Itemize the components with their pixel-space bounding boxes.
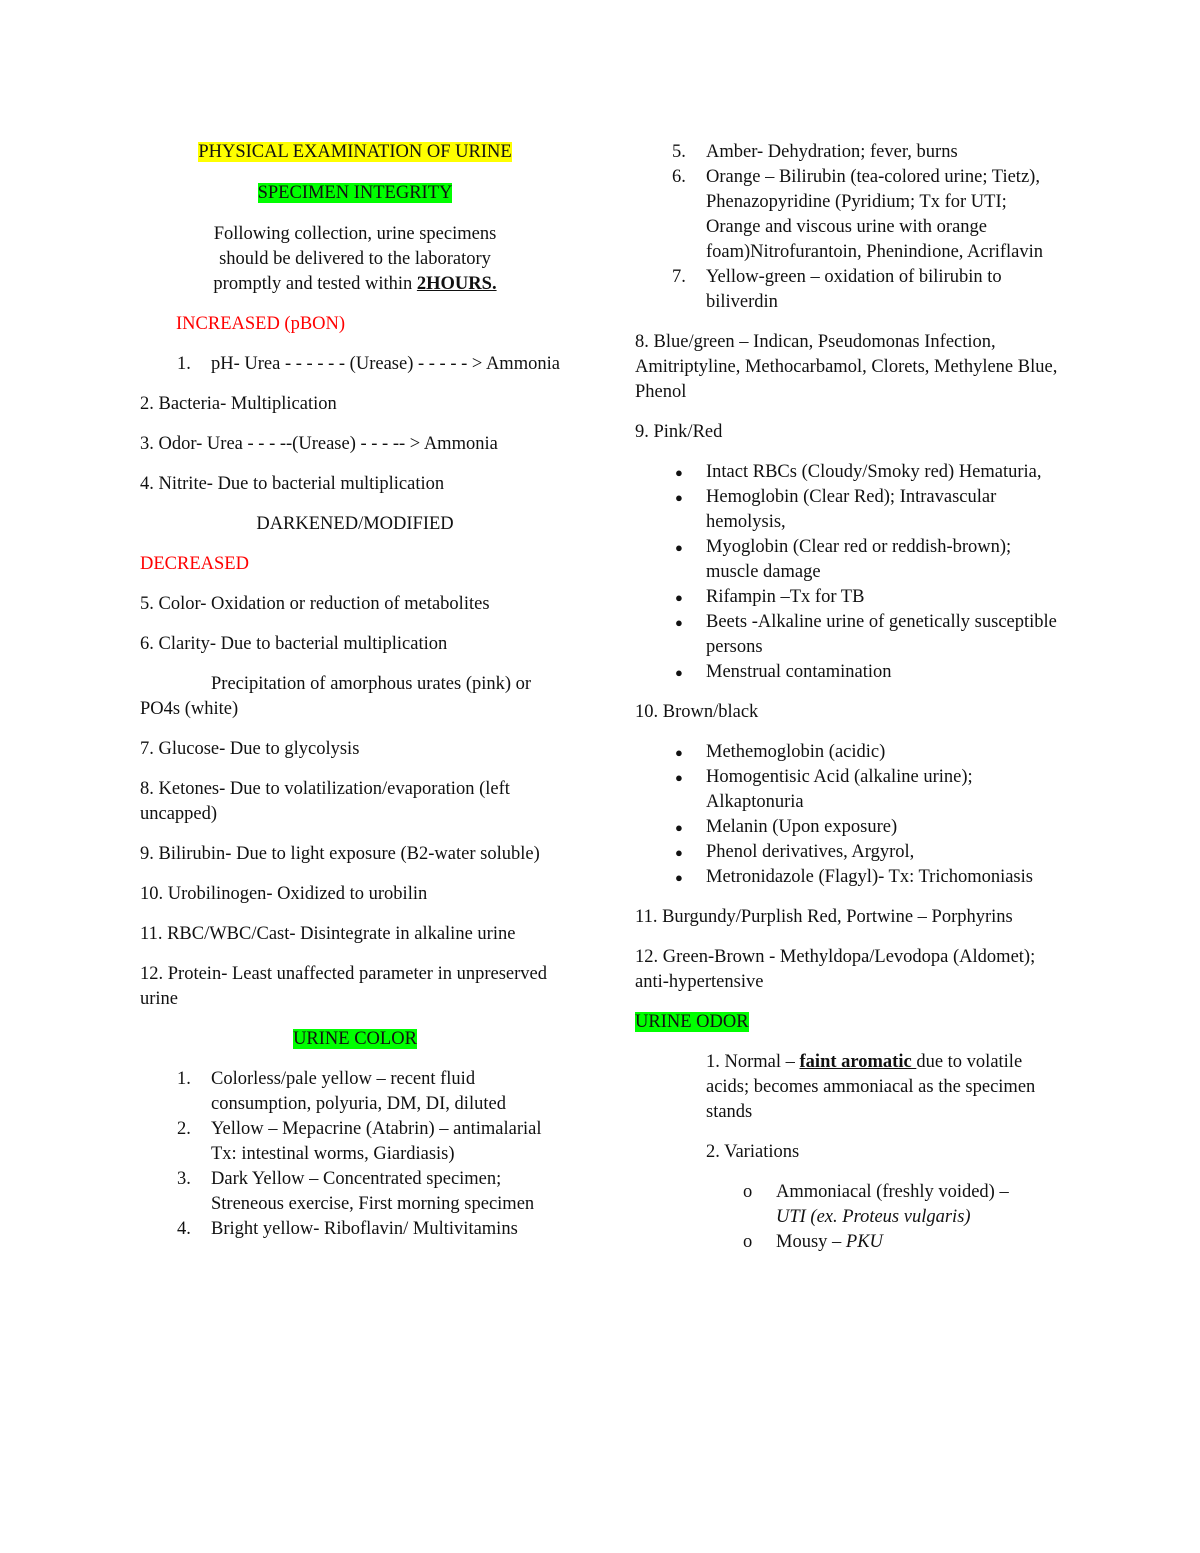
bullet-icon: ● [675,490,683,505]
item-protein: 12. Protein- Least unaffected parameter in unpreserved urine [140,964,547,1009]
item-italic: PKU [845,1232,883,1252]
intro-line-2: should be delivered to the laboratory [219,249,491,269]
item-green-brown: 12. Green-Brown - Methyldopa/Levodopa (Aldomet); anti-hypertensive [635,947,1036,992]
item-text: Dark Yellow – Concentrated specimen; Streneous exercise, First morning specimen [211,1169,535,1214]
item-text: Bright yellow- Riboflavin/ Multivitamins [211,1219,518,1239]
item-odor: 3. Odor- Urea - - - --(Urease) - - - -- > Ammonia [140,434,498,454]
list-marker: 1. [177,354,191,374]
odor-normal-prefix: 1. Normal – [706,1052,800,1072]
item-burgundy: 11. Burgundy/Purplish Red, Portwine – Porphyrins [635,907,1013,927]
item-text: Colorless/pale yellow – recent fluid consumption, polyuria, DM, DI, diluted [211,1069,506,1114]
sub-item [635,1180,1065,1230]
item-text: Myoglobin (Clear red or reddish-brown); muscle damage [706,537,1012,582]
specimen-integrity-heading: SPECIMEN INTEGRITY [257,183,453,203]
document-title: PHYSICAL EXAMINATION OF URINE [198,142,512,162]
bullet-item [635,535,1065,585]
bullet-item [635,740,1065,765]
list-item [140,1217,570,1242]
item-text: Phenol derivatives, Argyrol, [706,842,915,862]
list-marker: 7. [672,267,686,287]
bullet-icon: ● [675,590,683,605]
circle-bullet-icon: o [743,1232,753,1252]
item-urobilinogen: 10. Urobilinogen- Oxidized to urobilin [140,884,428,904]
item-text: Ammoniacal (freshly voided) – [776,1182,1009,1202]
bullet-icon: ● [675,465,683,480]
document-title-line [140,140,570,165]
item-brown-black: 10. Brown/black [635,702,759,722]
item-text: Homogentisic Acid (alkaline urine); Alkaptonuria [706,767,973,812]
bullet-icon: ● [675,870,683,885]
item-text: Methemoglobin (acidic) [706,742,886,762]
list-item [140,352,570,377]
item-blue-green: 8. Blue/green – Indican, Pseudomonas Infection, Amitriptyline, Methocarbamol, Clorets, Methylene Blue, Phenol [635,332,1058,402]
item-rbc-wbc-cast: 11. RBC/WBC/Cast- Disintegrate in alkaline urine [140,924,516,944]
item-text: Melanin (Upon exposure) [706,817,898,837]
item-text: Yellow-green – oxidation of bilirubin to biliverdin [706,267,1002,312]
pink-red-bullets [635,460,1065,685]
item-glucose: 7. Glucose- Due to glycolysis [140,739,360,759]
item-text: Mousy – [776,1232,846,1252]
increased-list [140,352,570,377]
bullet-icon: ● [675,665,683,680]
urine-odor-heading-line [635,1010,1065,1035]
item-pink-red: 9. Pink/Red [635,422,723,442]
intro-line-1: Following collection, urine specimens [213,224,497,244]
bullet-item [635,460,1065,485]
item-bilirubin: 9. Bilirubin- Due to light exposure (B2-water soluble) [140,844,540,864]
precipitation-note: Precipitation of amorphous urates (pink) or PO4s (white) [140,674,532,719]
brown-black-bullets [635,740,1065,890]
list-marker: 1. [177,1069,191,1089]
odor-normal [635,1050,1065,1125]
intro-line-3: promptly and tested within [213,274,417,294]
sub-item [635,1230,1065,1255]
urine-odor-heading: URINE ODOR [635,1012,749,1032]
list-marker: 2. [177,1119,191,1139]
item-ketones: 8. Ketones- Due to volatilization/evaporation (left uncapped) [140,779,510,824]
item-text: Yellow – Mepacrine (Atabrin) – antimalarial Tx: intestinal worms, Giardiasis) [211,1119,542,1164]
list-item [635,140,1065,165]
odor-variations-list [635,1180,1065,1255]
list-marker: 6. [672,167,686,187]
left-column [140,140,570,1257]
bullet-item [635,610,1065,660]
bullet-item [635,660,1065,685]
bullet-item [635,485,1065,535]
bullet-item [635,585,1065,610]
specimen-integrity-line [140,181,570,206]
urine-color-list [140,1067,570,1242]
item-text: Beets -Alkaline urine of genetically susceptible persons [706,612,1057,657]
item-text: Intact RBCs (Cloudy/Smoky red) Hematuria, [706,462,1042,482]
odor-normal-rest: due to volatile acids; becomes ammoniacal as the specimen stands [706,1052,1036,1122]
list-item [635,165,1065,265]
bullet-item [635,840,1065,865]
item-text: Metronidazole (Flagyl)- Tx: Trichomoniasis [706,867,1033,887]
item-text: Hemoglobin (Clear Red); Intravascular hemolysis, [706,487,997,532]
item-text: Orange – Bilirubin (tea-colored urine; Tietz), Phenazopyridine (Pyridium; Tx for UTI; Orange and viscous urine with orange foam)Nitrofurantoin, Phenindione, Acriflavin [706,167,1044,262]
bullet-item [635,865,1065,890]
bullet-icon: ● [675,540,683,555]
list-item [140,1117,570,1167]
item-italic: UTI (ex. Proteus vulgaris) [776,1207,971,1227]
list-marker: 3. [177,1169,191,1189]
urine-color-heading: URINE COLOR [293,1029,417,1049]
list-item [140,1067,570,1117]
urine-color-list-continued [635,140,1065,315]
list-item [140,1167,570,1217]
circle-bullet-icon: o [743,1182,753,1202]
bullet-icon: ● [675,845,683,860]
intro-paragraph [140,222,570,297]
item-text: Amber- Dehydration; fever, burns [706,142,958,162]
item-nitrite: 4. Nitrite- Due to bacterial multiplication [140,474,445,494]
item-text: Rifampin –Tx for TB [706,587,865,607]
bullet-icon: ● [675,745,683,760]
list-marker: 4. [177,1219,191,1239]
item-color: 5. Color- Oxidation or reduction of metabolites [140,594,490,614]
urine-color-heading-line [140,1027,570,1052]
bullet-icon: ● [675,820,683,835]
bullet-item [635,765,1065,815]
item-text: Menstrual contamination [706,662,892,682]
darkened-modified-heading: DARKENED/MODIFIED [256,514,454,534]
increased-heading: INCREASED (pBON) [176,314,346,334]
right-column [635,140,1065,1270]
item-text: pH- Urea - - - - - - (Urease) - - - - - > Ammonia [211,354,560,374]
list-marker: 5. [672,142,686,162]
list-item [635,265,1065,315]
bullet-icon: ● [675,770,683,785]
odor-variations: 2. Variations [706,1142,800,1162]
faint-aromatic-emphasis: faint aromatic [799,1052,917,1072]
decreased-heading: DECREASED [140,554,249,574]
two-hours-emphasis: 2HOURS. [416,274,497,294]
item-clarity: 6. Clarity- Due to bacterial multiplication [140,634,448,654]
item-bacteria: 2. Bacteria- Multiplication [140,394,337,414]
bullet-icon: ● [675,615,683,630]
bullet-item [635,815,1065,840]
